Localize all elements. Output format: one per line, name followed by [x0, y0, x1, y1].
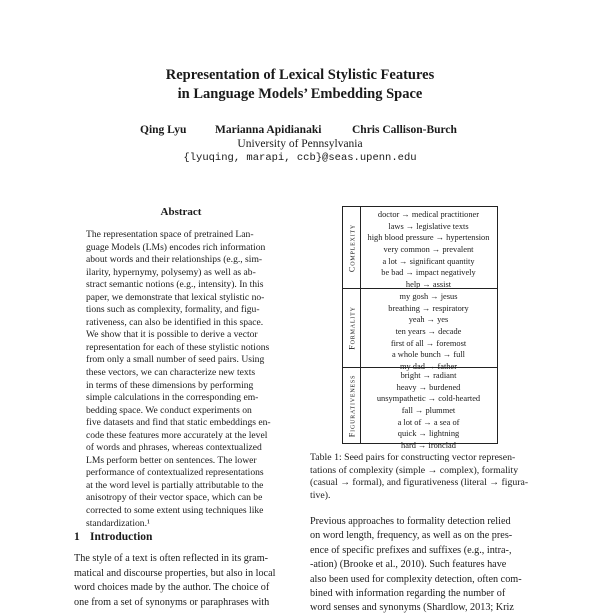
table-group — [343, 288, 497, 372]
abstract-line: from only a small number of seed pairs. Using — [86, 354, 265, 366]
abstract-line: five datasets and find that static embeddings en- — [86, 417, 271, 429]
abstract-line: The representation space of pretrained Lan- — [86, 229, 254, 240]
table-row: heavy → burdened — [396, 382, 461, 392]
author-email: {lyuqing, marapi, ccb}@seas.upenn.edu — [183, 152, 417, 164]
abstract-line: code these features more accurately at the level — [86, 429, 268, 441]
abstract-line: ilarity, hypernymy, polysemy) as well as ab- — [86, 266, 256, 278]
abstract-line: these vectors, we can characterize new texts — [86, 367, 256, 379]
table-row: first of all → foremost — [390, 338, 467, 348]
title-line-1: Representation of Lexical Stylistic Features — [165, 67, 435, 83]
caption-line: Table 1: Seed pairs for constructing vector represen- — [310, 452, 516, 463]
abstract-line: guage Models (LMs) encodes rich information — [86, 241, 266, 253]
group-rows — [360, 291, 497, 373]
group-label: Complexity — [347, 223, 356, 272]
intro-line: one from a set of synonyms or paraphrases with — [74, 596, 270, 608]
group-label-cell — [343, 289, 361, 367]
table-caption — [310, 452, 532, 502]
abstract-line: stract semantic notions (e.g., intensity). In this — [86, 279, 264, 291]
section-title: Introduction — [90, 531, 153, 543]
intro-line: The style of a text is often reflected in its gram- — [74, 553, 269, 564]
introduction-body — [74, 552, 292, 610]
abstract-line: representation for each of these stylistic notions — [86, 341, 270, 353]
abstract-line: rativeness, can also be identified in this space. — [86, 316, 264, 328]
intro-line: word choices made by the author. The choice of — [74, 582, 270, 593]
body-line: Previous approaches to formality detection relied — [310, 516, 511, 527]
abstract-line: standardization.¹ — [86, 517, 150, 529]
paper-title — [0, 66, 600, 104]
group-label-cell — [343, 368, 361, 444]
body-line: on word length, frequency, as well as on the pres- — [310, 530, 513, 542]
table-row: quick → lightning — [397, 429, 460, 439]
title-line-2: in Language Models’ Embedding Space — [177, 86, 423, 102]
table-group — [343, 367, 497, 451]
caption-line: tive). — [310, 489, 331, 501]
table-row: bright → radiant — [400, 371, 457, 380]
abstract-line: We show that it is possible to derive a vector — [86, 329, 258, 341]
abstract-line: anisotropy of their vector space, which can be — [86, 492, 263, 504]
table-group — [343, 207, 497, 288]
table-row: hard → ironclad — [401, 441, 456, 451]
abstract-body — [86, 229, 276, 530]
caption-line: (casual → formal), and figurativeness (literal → figura- — [310, 477, 529, 489]
table-row: a whole bunch → full — [391, 350, 466, 360]
body-line: also been used for complexity detection, often com- — [310, 573, 522, 585]
table-row: my dad → father — [400, 362, 457, 372]
table-row: yeah → yes — [408, 315, 449, 325]
group-label: Formality — [347, 306, 356, 350]
abstract-line: in terms of these dimensions by performing — [86, 379, 254, 391]
body-line: word senses and synonyms (Shardlow, 2013; Kriz — [310, 602, 514, 614]
table-row: a lot of → a sea of — [397, 417, 460, 427]
abstract-line: performance of contextualized representations — [86, 467, 264, 479]
right-column-body — [310, 515, 532, 616]
section-heading-introduction — [74, 531, 152, 543]
abstract-line: LMs perform better on sentences. The lower — [86, 454, 257, 466]
intro-line: matical and discourse properties, but also in local — [74, 567, 276, 579]
seed-pairs-table — [342, 206, 498, 451]
abstract-line: about words and their relationships (e.g., sim- — [86, 254, 263, 266]
group-label: Figurativeness — [347, 374, 356, 438]
abstract-line: simple calculations in the corresponding em- — [86, 392, 259, 404]
table-row: doctor → medical practitioner — [377, 210, 480, 219]
body-line: ence of specific prefixes and suffixes (e.g., intra-, — [310, 544, 512, 556]
author-3: Chris Callison-Burch — [352, 124, 457, 136]
body-line: -ation) (Brooke et al., 2010). Such features have — [310, 559, 507, 571]
author-list — [0, 124, 600, 139]
table-row: a lot → significant quantity — [382, 256, 475, 266]
abstract-line: tions such as complexity, formality, and figu- — [86, 304, 260, 316]
affiliation: University of Pennsylvania — [237, 138, 363, 150]
abstract-heading: Abstract — [160, 206, 202, 218]
caption-line: tations of complexity (simple → complex), formality — [310, 464, 519, 476]
table-row: fall → plummet — [401, 406, 456, 416]
group-rows — [360, 209, 497, 291]
abstract-line: of words and phrases, whereas contextualized — [86, 442, 262, 454]
abstract-line: bedding space. We conduct experiments on — [86, 404, 252, 416]
table-row: unsympathetic → cold-hearted — [376, 394, 481, 404]
abstract-line: at the word level is partially attributable to the — [86, 479, 264, 491]
group-rows — [360, 370, 497, 452]
table-row: very common → prevalent — [383, 245, 474, 255]
table-row: be bad → impact negatively — [381, 268, 476, 278]
author-2: Marianna Apidianaki — [215, 124, 322, 136]
table-row: laws → legislative texts — [388, 221, 469, 231]
table-row: ten years → decade — [395, 327, 462, 337]
table-row: my gosh → jesus — [399, 292, 458, 301]
author-1: Qing Lyu — [140, 124, 187, 136]
table-row: high blood pressure → hypertension — [367, 233, 490, 243]
abstract-line: paper, we demonstrate that lexical stylistic no- — [86, 291, 265, 303]
section-number: 1 — [74, 531, 80, 543]
body-line: bined with information regarding the number of — [310, 587, 506, 599]
abstract-line: corrected to some extent using techniques like — [86, 505, 264, 517]
group-label-cell — [343, 207, 361, 288]
table-row: breathing → respiratory — [388, 303, 469, 313]
table-row: help → assist — [405, 280, 452, 290]
